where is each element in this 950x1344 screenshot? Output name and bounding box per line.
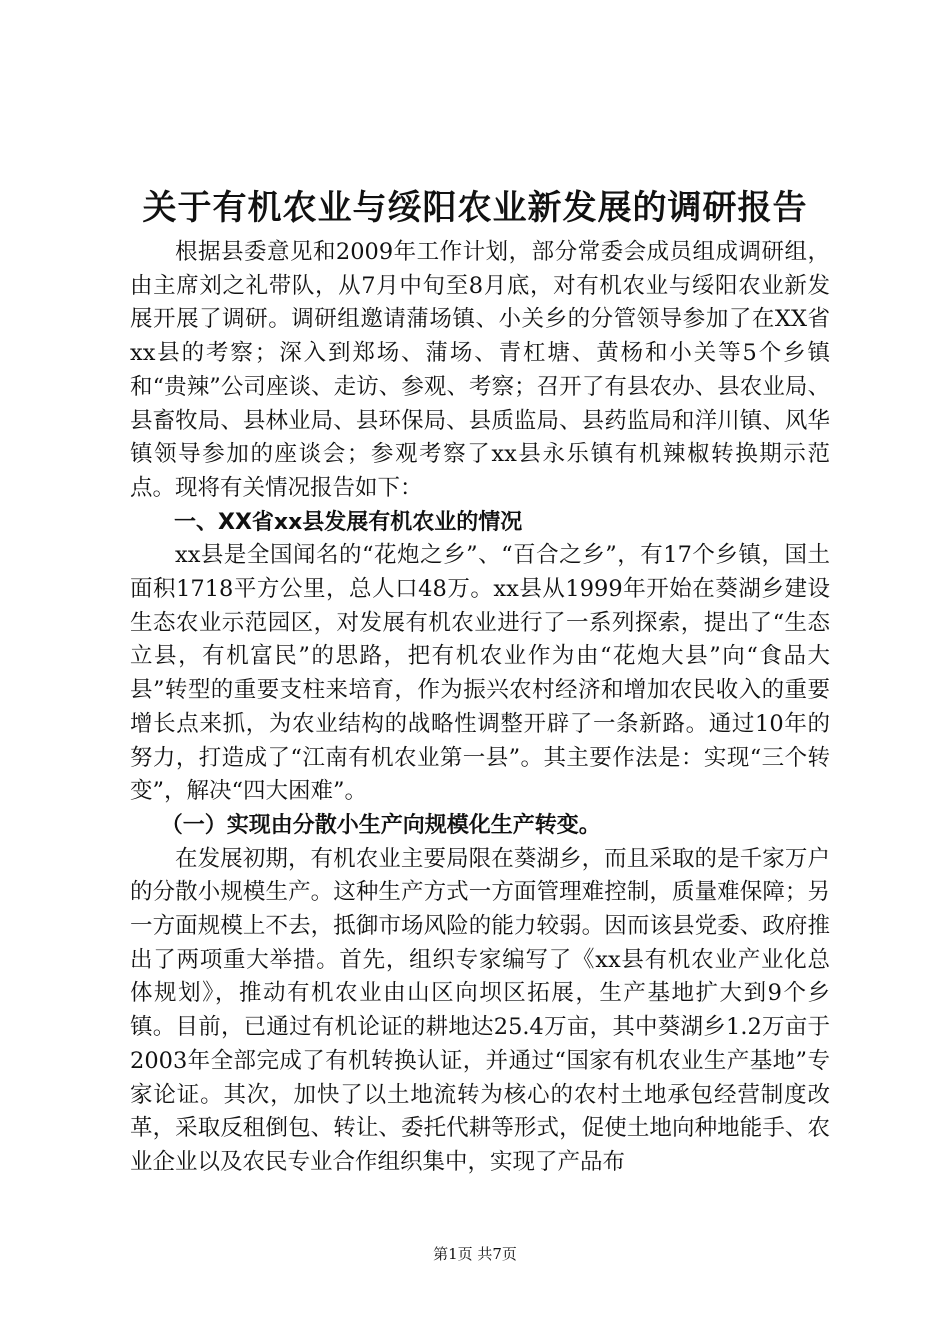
page-number-footer: 第1页 共7页 [433, 1245, 517, 1263]
document-title: 关于有机农业与绥阳农业新发展的调研报告 [142, 188, 808, 228]
section-1-paragraph: xx县是全国闻名的“花炮之乡”、“百合之乡”，有17个乡镇，国土面积1718平方公里，总人口48万。xx县从1999年开始在葵湖乡建设生态农业示范园区，对发展有机农业进行了一系列探索，提出了“生态立县，有机富民”的思路，把有机农业作为由“花炮大县”向“食品大县”转型的重要支柱来培育，作为振兴农村经济和增加农民收入的重要增长点来抓，为农业结构的战略性调整开辟了一条新路。通过10年的努力，打造成了“江南有机农业第一县”。其主要作法是：实现“三个转变”，解决“四大困难”。 [130, 542, 830, 805]
intro-paragraph: 根据县委意见和2009年工作计划，部分常委会成员组成调研组，由主席刘之礼带队，从7月中旬至8月底，对有机农业与绥阳农业新发展开展了调研。调研组邀请蒲场镇、小关乡的分管领导参加了在XX省xx县的考察；深入到郑场、蒲场、青杠塘、黄杨和小关等5个乡镇和“贵辣”公司座谈、走访、参观、考察；召开了有县农办、县农业局、县畜牧局、县林业局、县环保局、县质监局、县药监局和洋川镇、风华镇领导参加的座谈会；参观考察了xx县永乐镇有机辣椒转换期示范点。现将有关情况报告如下： [130, 239, 830, 501]
subsection-1-paragraph: 在发展初期，有机农业主要局限在葵湖乡，而且采取的是千家万户的分散小规模生产。这种生产方式一方面管理难控制，质量难保障；另一方面规模上不去，抵御市场风险的能力较弱。因而该县党委、政府推出了两项重大举措。首先，组织专家编写了《xx县有机农业产业化总体规划》，推动有机农业由山区向坝区拓展，生产基地扩大到9个乡镇。目前，已通过有机论证的耕地达25.4万亩，其中葵湖乡1.2万亩于2003年全部完成了有机转换认证，并通过“国家有机农业生产基地”专家论证。其次，加快了以土地流转为核心的农村土地承包经营制度改革，采取反租倒包、转让、委托代耕等形式，促使土地向种地能手、农业企业以及农民专业合作组织集中，实现了产品布 [130, 845, 830, 1175]
document-body [130, 236, 830, 1180]
section-1-heading: 一、XX省xx县发展有机农业的情况 [174, 509, 523, 535]
subsection-1-heading: （一）实现由分散小生产向规模化生产转变。 [160, 812, 601, 838]
